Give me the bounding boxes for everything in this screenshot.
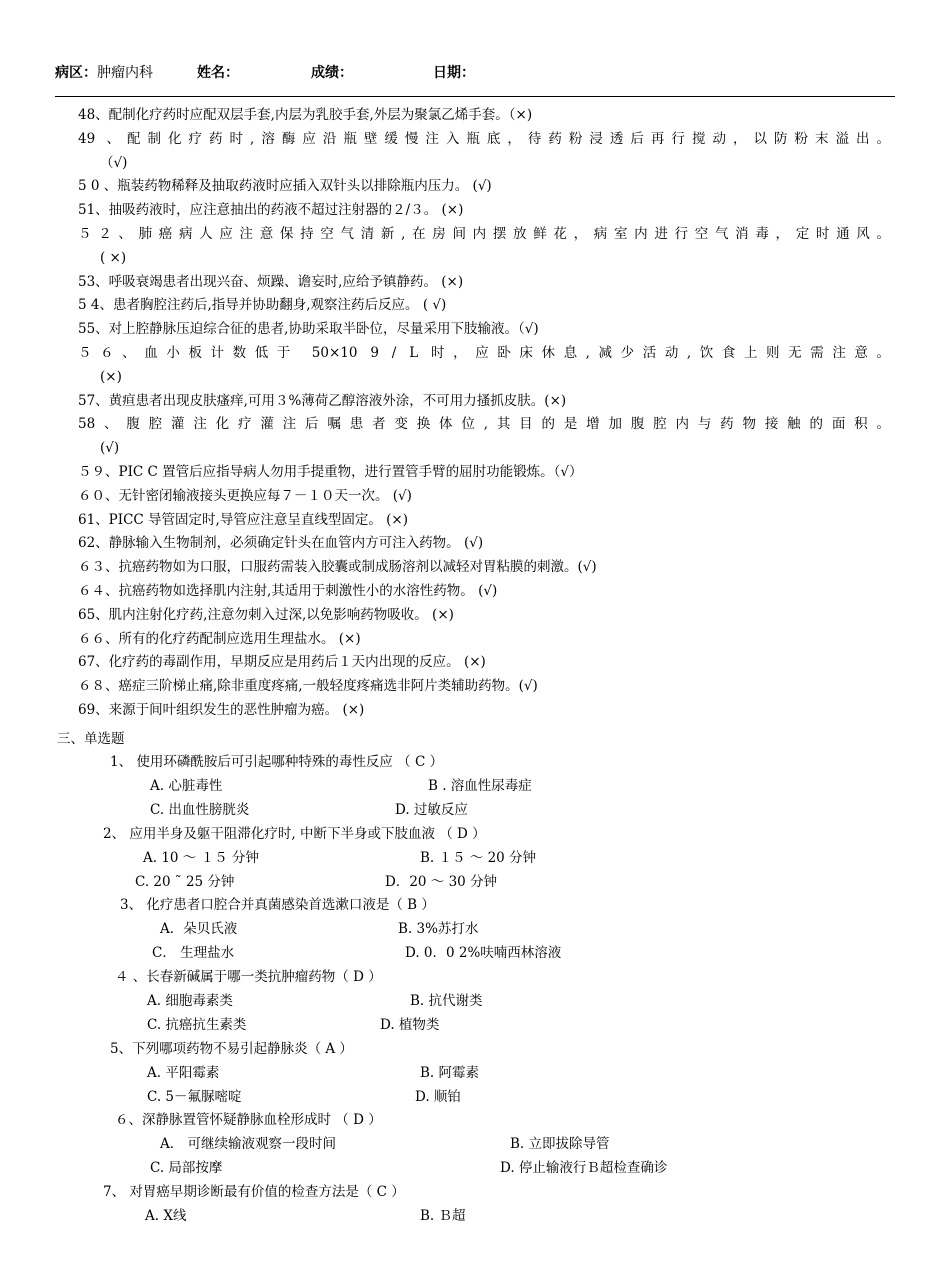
mcq-question: ４ 、长春新碱属于哪一类抗肿瘤药物（ D ） <box>115 969 382 985</box>
mcq-option-d: D．20 ～ 30 分钟 <box>385 874 498 890</box>
tf-item: 67、化疗药的毒副作用，早期反应是用药后１天内出现的反应。 (×) <box>78 654 486 671</box>
mcq-option-a: A. 平阳霉素 <box>147 1065 220 1081</box>
mcq-option-a: A. 细胞毒素类 <box>147 993 233 1009</box>
exam-header <box>55 62 895 84</box>
mcq-question: 5、下列哪项药物不易引起静脉炎（ A ） <box>110 1041 353 1057</box>
header-rule <box>55 96 895 97</box>
tf-item: ６８、癌症三阶梯止痛,除非重度疼痛,一般轻度疼痛选非阿片类辅助药物。(√) <box>78 678 538 695</box>
tf-item: ６６、所有的化疗药配制应选用生理盐水。 (×) <box>78 630 361 647</box>
mcq-option-b: B. 3%苏打水 <box>398 921 479 937</box>
tf-item: 58、腹腔灌注化疗灌注后嘱患者变换体位,其目的是增加腹腔内与药物接触的面积。 <box>78 416 890 433</box>
mcq-question: ６、深静脉置管怀疑静脉血栓形成时 （ D ） <box>115 1112 382 1128</box>
tf-item: ６４、抗癌药物如选择肌内注射,其适用于刺激性小的水溶性药物。 (√) <box>78 583 498 599</box>
tf-item: ５９、PIC C 置管后应指导病人勿用手提重物，进行置管手臂的屈肘功能锻炼。（√） <box>78 464 583 480</box>
mcq-option-d: D. 植物类 <box>380 1017 440 1033</box>
ward-field <box>55 62 153 82</box>
mcq-option-d: D. 停止输液行Ｂ超检查确诊 <box>500 1160 668 1176</box>
mcq-option-b: B . 溶血性尿毒症 <box>428 778 532 794</box>
mcq-option-b: B. 立即拔除导管 <box>510 1136 610 1152</box>
tf-item: 48、配制化疗药时应配双层手套,内层为乳胶手套,外层为聚氯乙烯手套。（×) <box>78 107 533 123</box>
mcq-option-d: D. 过敏反应 <box>395 802 468 818</box>
mcq-option-d: D. 顺铂 <box>415 1089 461 1105</box>
tf-item: ６０、无针密闭输液接头更换应每７－１０天一次。 (√) <box>78 487 412 504</box>
mcq-option-b: B. 抗代谢类 <box>410 993 483 1009</box>
mcq-option-b: B. Ｂ超 <box>420 1208 466 1224</box>
tf-item: ６３、抗癌药物如为口服，口服药需装入胶囊或制成肠溶剂以减轻对胃粘膜的刺激。(√) <box>78 559 597 576</box>
mcq-option-b: B. 阿霉素 <box>420 1065 480 1081</box>
mcq-option-d: D. 0．0 2%呋喃西林溶液 <box>405 945 562 961</box>
mcq-question: 1、 使用环磷酰胺后可引起哪种特殊的毒性反应 （ C ） <box>110 754 444 770</box>
mcq-question: 2、 应用半身及躯干阻滞化疗时, 中断下半身或下肢血液 （ D ） <box>103 826 486 842</box>
mcq-option-b: B. １５ ～ 20 分钟 <box>420 850 537 866</box>
mcq-question: 7、 对胃癌早期诊断最有价值的检查方法是（ C ） <box>103 1184 405 1200</box>
tf-item-answer: ( ×) <box>100 249 127 266</box>
mcq-option-a: A. 心脏毒性 <box>150 778 223 794</box>
mcq-option-c: C. 出血性膀胱炎 <box>150 802 250 818</box>
mcq-option-c: C. 抗癌抗生素类 <box>147 1017 247 1033</box>
tf-item: 51、抽吸药液时，应注意抽出的药液不超过注射器的２/３。 (×) <box>78 202 464 219</box>
tf-item-answer: (√) <box>100 440 120 457</box>
mcq-option-a: A. 10 ～ １５ 分钟 <box>143 850 259 866</box>
tf-item: 49 、配制化疗药时,溶酶应沿瓶壁缓慢注入瓶底，待药粉浸透后再行搅动，以防粉末溢出。 <box>78 130 890 147</box>
mcq-option-a: A． 可继续输液观察一段时间 <box>160 1136 337 1152</box>
name-label: 姓名： <box>197 65 239 81</box>
mcq-option-a: A．朵贝氏液 <box>160 921 238 937</box>
section-title: 三、单选题 <box>57 731 125 747</box>
tf-item: 62、静脉输入生物制剂，必须确定针头在血管内方可注入药物。 (√) <box>78 535 484 552</box>
mcq-option-c: C. 5－氟脲嘧啶 <box>147 1089 242 1105</box>
ward-label: 病区： <box>55 65 97 81</box>
tf-item: 61、PICC 导管固定时,导管应注意呈直线型固定。 (×) <box>78 511 408 528</box>
mcq-option-c: C． 生理盐水 <box>152 945 235 961</box>
date-label: 日期： <box>433 65 475 81</box>
score-label: 成绩： <box>311 65 353 81</box>
tf-item-answer: （√) <box>100 154 128 171</box>
tf-item: ５６、血小板计数低于 50×10 9 / L 时，应卧床休息,减少活动,饮食上则无需注意。 <box>78 345 890 361</box>
mcq-option-a: A. X线 <box>145 1208 187 1224</box>
tf-item: ５２、肺癌病人应注意保持空气清新,在房间内摆放鲜花，病室内进行空气消毒，定时通风。 <box>78 226 890 242</box>
tf-item: 55、对上腔静脉压迫综合征的患者,协助采取半卧位，尽量采用下肢输液。（√) <box>78 321 539 338</box>
tf-item: 53、呼吸衰竭患者出现兴奋、烦躁、谵妄时,应给予镇静药。 (×) <box>78 273 464 290</box>
tf-item: 5 0 、瓶装药物稀释及抽取药液时应插入双针头以排除瓶内压力。 (√) <box>78 178 492 195</box>
tf-item-answer: (×) <box>100 368 122 385</box>
tf-item: 5 4、患者胸腔注药后,指导并协助翻身,观察注药后反应。 ( √) <box>78 297 447 314</box>
tf-item: 69、来源于间叶组织发生的恶性肿瘤为癌。 (×) <box>78 702 365 718</box>
ward-value: 肿瘤内科 <box>97 65 153 81</box>
tf-item: 57、黄疸患者出现皮肤瘙痒,可用３%薄荷乙醇溶液外涂，不可用力搔抓皮肤。(×) <box>78 392 567 409</box>
tf-item: 65、肌内注射化疗药,注意勿刺入过深,以免影响药物吸收。 (×) <box>78 606 454 623</box>
mcq-question: 3、 化疗患者口腔合并真菌感染首选漱口液是（ B ） <box>120 897 435 913</box>
mcq-option-c: C. 20 ˜ 25 分钟 <box>135 874 235 890</box>
mcq-option-c: C. 局部按摩 <box>150 1160 223 1176</box>
